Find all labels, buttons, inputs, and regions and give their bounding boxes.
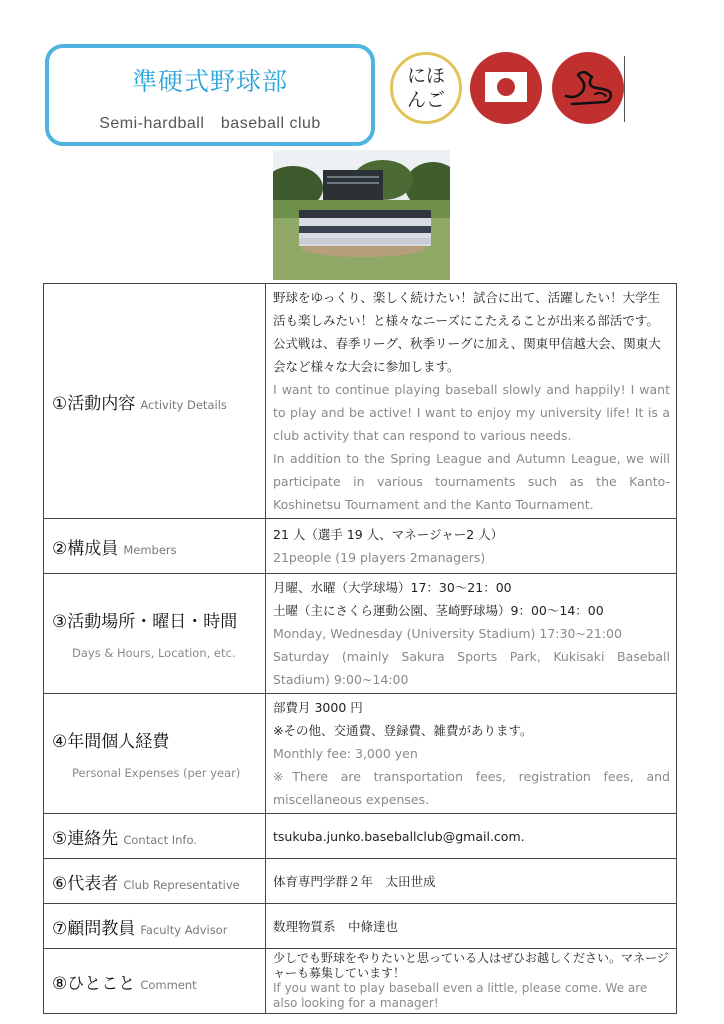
contact-email[interactable]: tsukuba.junko.baseballclub@gmail.com. <box>273 828 525 844</box>
content-jp: ※その他、交通費、登録費、雑費があります。 <box>273 723 533 738</box>
row-number: ③ <box>52 612 68 632</box>
page-subtitle: Semi-hardball baseball club <box>99 115 321 132</box>
content-en: 21people (19 players 2managers) <box>273 550 486 565</box>
content-jp: 土曜（主にさくら運動公園、茎崎野球場）9：00～14：00 <box>273 603 604 618</box>
team-photo <box>273 150 450 280</box>
content-jp: 野球をゆっくり、楽しく続けたい！試合に出て、活躍したい！大学生活も楽しみたい！と様々なニーズにこたえることが出来る部活です。 <box>273 290 661 328</box>
content-jp: 21 人（選手 19 人、マネージャー2 人） <box>273 527 504 542</box>
content-jp: 公式戦は、春季リーグ、秋季リーグに加え、関東甲信越大会、関東大会など様々な大会に参加します。 <box>273 336 661 374</box>
table-row <box>44 814 677 859</box>
row-label-en: Activity Details <box>140 397 227 412</box>
table-row <box>44 949 677 1014</box>
row-label: 年間個人経費 <box>67 732 170 752</box>
row-label-en: Club Representative <box>123 877 240 892</box>
row-number: ② <box>52 538 68 559</box>
content-en: Saturday (mainly Sakura Sports Park, Kukisaki Baseball Stadium) 9:00~14:00 <box>273 649 670 687</box>
content-jp: 少しでも野球をやりたいと思っている人はぜひお越しください。マネージャーも募集しています！ <box>273 951 669 980</box>
row-label: 顧問教員 <box>67 918 136 939</box>
representative-name: 体育専門学群２年 太田世成 <box>273 873 436 889</box>
content-en: ※There are transportation fees, registration fees, and miscellaneous expenses. <box>273 769 670 807</box>
content-en: Monday, Wednesday (University Stadium) 17:30~21:00 <box>273 626 622 641</box>
row-label: 構成員 <box>67 538 119 559</box>
row-label-en: Contact Info. <box>123 832 197 847</box>
content-en: I want to continue playing baseball slowly and happily! I want to play and be active! I want to enjoy my university life! It is a club activity that can respond to various needs. <box>273 382 670 443</box>
divider <box>624 56 625 122</box>
row-label-en: Comment <box>140 977 197 992</box>
row-label-en: Days & Hours, Location, etc. <box>72 646 236 660</box>
flexed-bicep-icon <box>552 52 624 124</box>
content-en: If you want to play baseball even a little, please come. We are also looking for a manager! <box>273 981 648 1010</box>
row-number: ④ <box>52 732 68 752</box>
japan-flag-icon <box>470 52 542 124</box>
title-box <box>45 44 375 146</box>
row-label: 活動場所・曜日・時間 <box>67 612 238 632</box>
row-number: ⑤ <box>52 828 68 849</box>
row-label: 活動内容 <box>67 393 136 414</box>
japanese-language-icon: にほ んご <box>390 52 462 124</box>
info-table <box>43 283 677 1014</box>
table-row <box>44 694 677 814</box>
row-number: ⑥ <box>52 873 68 894</box>
row-label-en: Personal Expenses (per year) <box>72 766 241 780</box>
table-row <box>44 904 677 949</box>
page-title: 準硬式野球部 <box>131 67 288 96</box>
content-jp: 月曜、水曜（大学球場）17：30～21：00 <box>273 580 512 595</box>
row-number: ⑧ <box>52 973 68 994</box>
content-en: In addition to the Spring League and Autumn League, we will participate in various tournaments such as the Kanto-Koshinetsu Tournament and the Kanto Tournament. <box>273 451 670 512</box>
advisor-name: 数理物質系 中條達也 <box>273 918 399 934</box>
row-label: ひとこと <box>67 973 136 994</box>
row-label: 代表者 <box>67 873 119 894</box>
table-row <box>44 284 677 519</box>
row-label-en: Faculty Advisor <box>140 922 228 937</box>
table-row <box>44 859 677 904</box>
row-number: ① <box>52 393 68 414</box>
table-row <box>44 519 677 574</box>
table-row <box>44 574 677 694</box>
content-en: Monthly fee: 3,000 yen <box>273 746 418 761</box>
row-number: ⑦ <box>52 918 68 939</box>
content-jp: 部費月 3000 円 <box>273 700 363 715</box>
row-label: 連絡先 <box>67 828 119 849</box>
row-label-en: Members <box>123 542 177 557</box>
